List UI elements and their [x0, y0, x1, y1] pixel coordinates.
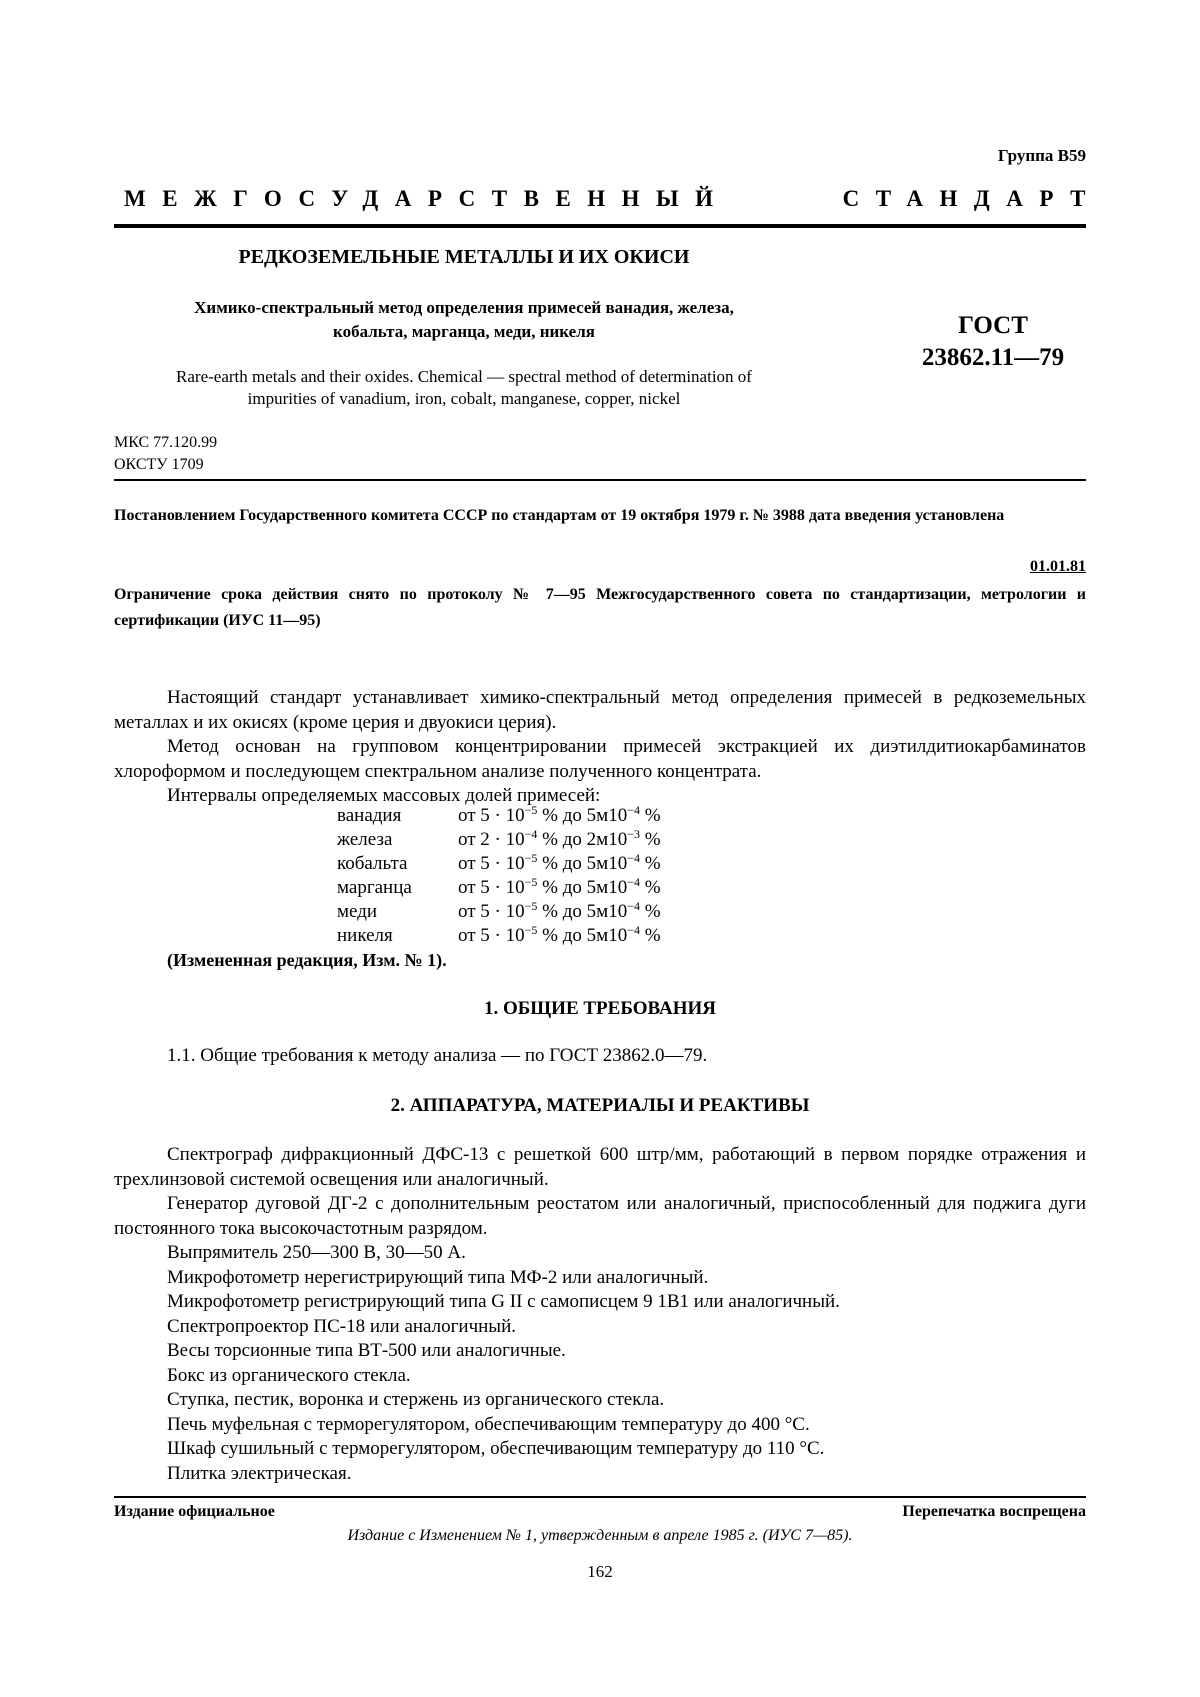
reprint-prohibited-label: Перепечатка воспрещена: [902, 1503, 1086, 1520]
equipment-paragraph: Бокс из органического стекла.: [167, 1364, 411, 1386]
equipment-paragraph: Микрофотометр нерегистрирующий типа МФ-2 или аналогичный.: [167, 1266, 709, 1288]
interval-row: [337, 828, 661, 852]
subtitle-line-1: Химико-спектральный метод определения примесей ванадия, железа,: [194, 298, 734, 317]
equipment-paragraph: Весы торсионные типа ВТ-500 или аналогичные.: [167, 1340, 566, 1361]
okstu-code: ОКСТУ 1709: [114, 456, 204, 473]
interval-row: [337, 924, 661, 948]
interval-element: марганца: [337, 877, 412, 898]
subtitle-line-2: кобальта, марганца, меди, никеля: [333, 322, 595, 341]
banner-word-standard: СТАНДАРТ: [842, 186, 1102, 211]
interval-range: от $5 \cdot 10^{-5}$ % до $5м10^{-4}$ %: [458, 875, 661, 898]
amendment-note: (Измененная редакция, Изм. № 1).: [167, 950, 447, 970]
interval-row: [337, 804, 661, 828]
equipment-paragraph: Ступка, пестик, воронка и стержень из органического стекла.: [167, 1389, 665, 1410]
standard-banner: [124, 186, 1102, 212]
decree-text: Постановлением Государственного комитета СССР по стандартам от 19 октября 1979 г. № 3988 дата введения установлена: [114, 507, 1005, 524]
section-2-body: [114, 1143, 1086, 1486]
banner-word-interstate: МЕЖГОСУДАРСТВЕННЫЙ: [124, 186, 730, 211]
intro-paragraph-3: Интервалы определяемых массовых долей примесей:: [167, 785, 601, 806]
equipment-paragraph: Спектрограф дифракционный ДФС-13 с решеткой 600 штр/мм, работающий в первом порядке отражения и трехлинзовой системой освещения или аналогичный.: [114, 1144, 1086, 1190]
official-edition-label: Издание официальное: [114, 1503, 275, 1520]
section-1-item: 1.1. Общие требования к методу анализа — по ГОСТ 23862.0—79.: [167, 1045, 708, 1066]
equipment-paragraph: Печь муфельная с терморегулятором, обеспечивающим температуру до 400 °C.: [167, 1413, 810, 1435]
effective-date: 01.01.81: [1030, 558, 1086, 575]
equipment-paragraph: Микрофотометр регистрирующий типа G II с самописцем 9 1B1 или аналогичный.: [167, 1291, 840, 1312]
edition-note: Издание с Изменением № 1, утвержденным в апреле 1985 г. (ИУС 7—85).: [347, 1527, 853, 1544]
interval-range: от $5 \cdot 10^{-5}$ % до $5м10^{-4}$ %: [458, 851, 661, 874]
gost-designation: [900, 310, 1086, 374]
equipment-paragraph: Выпрямитель 250—300 В, 30—50 А.: [167, 1242, 466, 1263]
interval-range: от $5 \cdot 10^{-5}$ % до $5м10^{-4}$ %: [458, 923, 661, 946]
english-title: [114, 366, 814, 410]
english-title-line-2: impurities of vanadium, iron, cobalt, manganese, copper, nickel: [247, 389, 681, 408]
interval-range: от $5 \cdot 10^{-5}$ % до $5м10^{-4}$ %: [458, 899, 661, 922]
interval-element: железа: [337, 829, 393, 850]
interval-row: [337, 876, 661, 900]
intervals-list: [337, 804, 661, 948]
interval-element: ванадия: [337, 805, 402, 826]
codes-rule: [114, 479, 1086, 481]
equipment-paragraph: Шкаф сушильный с терморегулятором, обеспечивающим температуру до 110 °C.: [167, 1438, 825, 1459]
equipment-paragraph: Плитка электрическая.: [167, 1462, 352, 1484]
english-title-line-1: Rare-earth metals and their oxides. Chemical — spectral method of determination of: [176, 367, 752, 386]
document-subtitle: [114, 296, 814, 344]
classification-codes: [114, 432, 217, 476]
footer-rule: [114, 1496, 1086, 1498]
group-code: Группа В59: [997, 146, 1086, 165]
intro-paragraph-1: Настоящий стандарт устанавливает химико-спектральный метод определения примесей в редкоземельных металлах и их окисях (кроме церия и двуокиси церия).: [114, 687, 1086, 733]
mks-code: МКС 77.120.99: [114, 434, 218, 451]
document-title: РЕДКОЗЕМЕЛЬНЫЕ МЕТАЛЛЫ И ИХ ОКИСИ: [238, 246, 690, 268]
intro-paragraph-2: Метод основан на групповом концентрировании примесей экстракцией их диэтилдитиокарбаминатов хлороформом и последующем спектральном анализе полученного концентрата.: [114, 736, 1086, 782]
interval-row: [337, 852, 661, 876]
section-1-heading: 1. ОБЩИЕ ТРЕБОВАНИЯ: [483, 998, 717, 1019]
limitation-text: Ограничение срока действия снято по протоколу № 7—95 Межгосударственного совета по стандартизации, метрологии и сертификации (ИУС 11—95): [114, 586, 1086, 629]
interval-row: [337, 900, 661, 924]
interval-range: от $2 \cdot 10^{-4}$ % до $2м10^{-3}$ %: [458, 827, 661, 850]
interval-element: кобальта: [337, 853, 408, 874]
equipment-paragraph: Спектропроектор ПС-18 или аналогичный.: [167, 1315, 516, 1337]
interval-range: от $5 \cdot 10^{-5}$ % до $5м10^{-4}$ %: [458, 803, 661, 826]
intro-section: [114, 686, 1086, 809]
equipment-paragraph: Генератор дуговой ДГ-2 с дополнительным реостатом или аналогичный, приспособленный для поджига дуги постоянного тока высокочастотным разрядом.: [114, 1193, 1086, 1239]
interval-element: никеля: [337, 925, 393, 946]
interval-element: меди: [337, 901, 378, 922]
gost-label: ГОСТ: [958, 312, 1028, 339]
header-rule: [114, 224, 1086, 228]
section-2-heading: 2. АППАРАТУРА, МАТЕРИАЛЫ И РЕАКТИВЫ: [390, 1095, 810, 1116]
gost-number: 23862.11—79: [921, 344, 1065, 371]
page-number: 162: [587, 1562, 613, 1581]
